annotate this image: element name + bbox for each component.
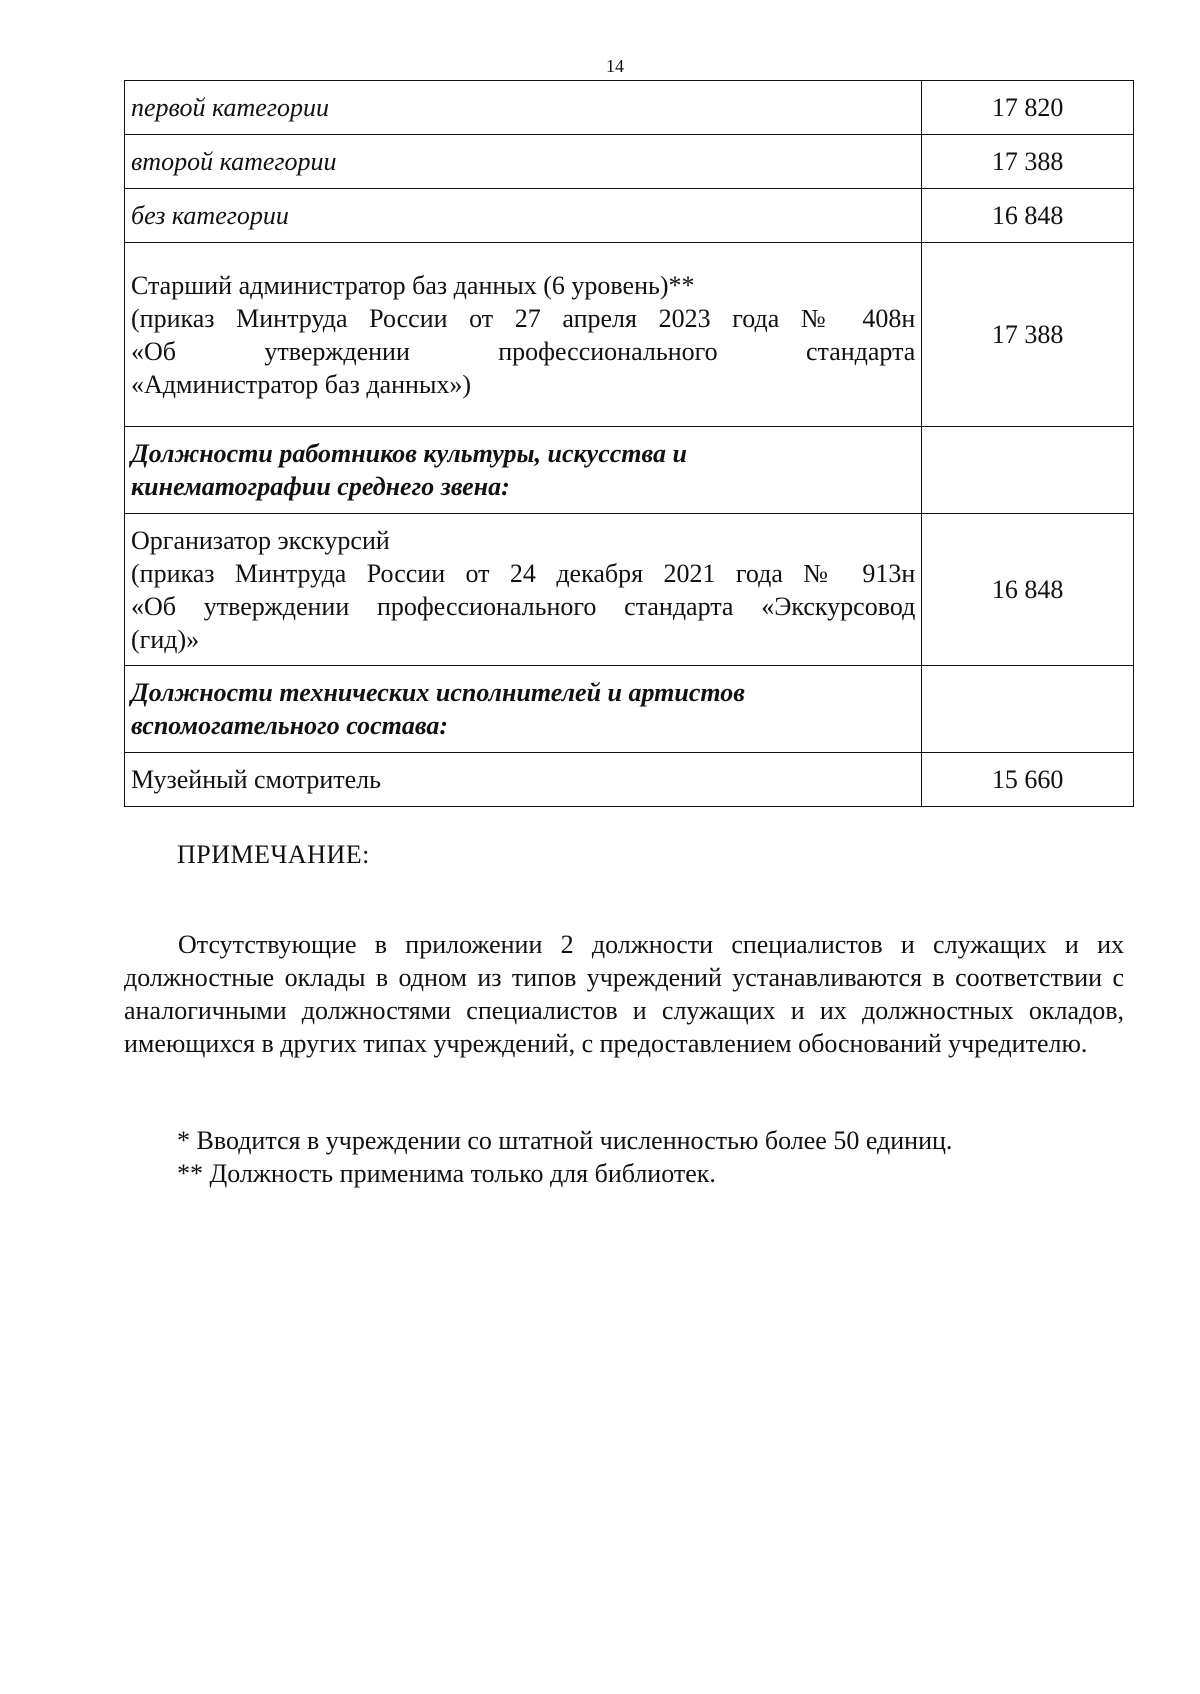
- salary-value-cell: 17 388: [922, 243, 1134, 427]
- position-text-line: Организатор экскурсий: [131, 525, 390, 555]
- table-row: [125, 427, 1134, 514]
- position-cell: [125, 189, 922, 243]
- note-paragraph: [124, 928, 1124, 1060]
- position-cell: [125, 81, 922, 135]
- salary-table: [124, 80, 1134, 807]
- section-header-cell: [125, 666, 922, 753]
- page-number: 14: [606, 56, 624, 76]
- salary-value-cell: [922, 666, 1134, 753]
- salary-table-body: [125, 81, 1134, 807]
- table-row: [125, 666, 1134, 753]
- table-row: [125, 81, 1134, 135]
- note-title: ПРИМЕЧАНИЕ:: [177, 840, 370, 869]
- table-row: [125, 753, 1134, 807]
- position-text-line: Должности технических исполнителей и артистов: [131, 678, 745, 707]
- position-text-line: (гид)»: [131, 624, 200, 654]
- position-text-line: без категории: [131, 201, 289, 230]
- footnote-2: ** Должность применима только для библиотек.: [177, 1159, 716, 1188]
- position-text-line: Старший администратор баз данных (6 уровень)**: [131, 270, 695, 300]
- position-cell: [125, 135, 922, 189]
- footnote-1: * Вводится в учреждении со штатной численностью более 50 единиц.: [177, 1126, 953, 1155]
- position-text-line: вспомогательного состава:: [131, 711, 448, 740]
- footnotes: [177, 1124, 952, 1190]
- table-row: [125, 243, 1134, 427]
- position-cell: [125, 243, 922, 427]
- position-text-line: «Об утверждении профессионального стандарта «Экскурсовод: [131, 591, 916, 621]
- position-text-line: кинематографии среднего звена:: [131, 472, 510, 501]
- position-text-line: (приказ Минтруда России от 24 декабря 2021 года № 913н: [131, 558, 916, 588]
- position-text-line: Музейный смотритель: [131, 765, 381, 794]
- salary-value-cell: 16 848: [922, 189, 1134, 243]
- position-text-line: «Об утверждении профессионального стандарта: [131, 336, 916, 366]
- salary-value-cell: 15 660: [922, 753, 1134, 807]
- table-row: [125, 135, 1134, 189]
- position-cell: [125, 514, 922, 666]
- table-row: [125, 189, 1134, 243]
- position-text-line: первой категории: [131, 93, 329, 122]
- position-cell: [125, 753, 922, 807]
- salary-value-cell: 16 848: [922, 514, 1134, 666]
- salary-value-cell: 17 388: [922, 135, 1134, 189]
- position-text-line: второй категории: [131, 147, 337, 176]
- position-text-line: (приказ Минтруда России от 27 апреля 2023 года № 408н: [131, 303, 916, 333]
- section-header-cell: [125, 427, 922, 514]
- position-text-line: «Администратор баз данных»): [131, 369, 472, 399]
- salary-value-cell: [922, 427, 1134, 514]
- salary-value-cell: 17 820: [922, 81, 1134, 135]
- table-row: [125, 514, 1134, 666]
- position-text-line: Должности работников культуры, искусства и: [131, 439, 687, 468]
- note-paragraph-text: Отсутствующие в приложении 2 должности специалистов и служащих и их должностные оклады в одном из типов учреждений устанавливаются в соответствии с аналогичными должностями специалистов и служащих и их должностных окладов, имеющихся в других типах учреждений, с предоставлением обоснований учредителю.: [124, 930, 1124, 1058]
